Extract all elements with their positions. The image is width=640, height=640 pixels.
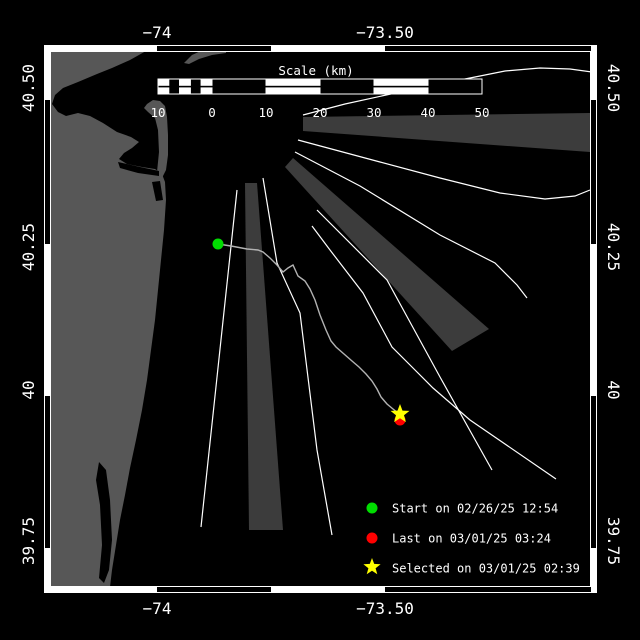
scale-tick-0: 0 <box>208 105 216 120</box>
axis-label-left-lat1: 40.50 <box>19 63 38 113</box>
axis-label-left-lat2: 40.25 <box>19 222 38 272</box>
lane-boundary-east-upper <box>298 140 590 199</box>
scale-tick-m10: 10 <box>150 105 166 120</box>
legend-start-dot-icon <box>367 503 378 514</box>
scale-tick-30: 30 <box>366 105 382 120</box>
lane-boundary-se-low <box>312 226 556 479</box>
legend <box>363 502 579 576</box>
coast-rockaway <box>184 48 226 64</box>
scale-bar-title: Scale (km) <box>278 63 354 78</box>
legend-selected-label: Selected on 03/01/25 02:39 <box>392 561 580 576</box>
lane-east <box>303 113 590 152</box>
axis-label-left-lat3: 40 <box>19 380 38 400</box>
scale-bar <box>150 63 489 120</box>
lane-south <box>245 183 283 530</box>
axis-label-right-lat4: 39.75 <box>604 516 623 566</box>
axis-label-bottom-lon1: −74 <box>142 599 172 618</box>
axis-label-right-lat3: 40 <box>604 380 623 400</box>
axis-label-right-lat2: 40.25 <box>604 222 623 272</box>
legend-last-label: Last on 03/01/25 03:24 <box>392 531 551 546</box>
axis-label-bottom-lon2: −73.50 <box>356 599 414 618</box>
legend-last-dot-icon <box>367 533 378 544</box>
axis-label-top-lon2: −73.50 <box>356 23 414 42</box>
scale-tick-20: 20 <box>312 105 328 120</box>
scale-tick-50: 50 <box>474 105 490 120</box>
land-polygons <box>50 48 226 587</box>
scale-tick-10: 10 <box>258 105 274 120</box>
legend-start-label: Start on 02/26/25 12:54 <box>392 501 559 516</box>
axis-label-right-lat1: 40.50 <box>604 63 623 113</box>
scale-tick-40: 40 <box>420 105 436 120</box>
lane-southeast <box>285 158 489 351</box>
axis-label-top-lon1: −74 <box>142 23 172 42</box>
legend-selected-star-icon <box>363 558 380 574</box>
axis-label-left-lat4: 39.75 <box>19 516 38 566</box>
start-marker[interactable] <box>213 239 224 250</box>
